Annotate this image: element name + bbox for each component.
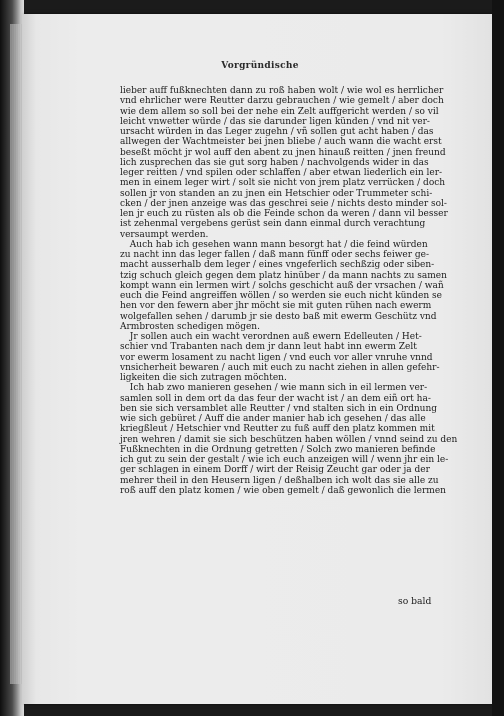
text-line: wie dem allem so soll bei der nehe ein Zelt auffgericht werden / so vil [120, 105, 439, 117]
text-line: ligkeiten die sich zutragen möchten. [120, 372, 287, 383]
text-line: Fußknechten in die Ordnung getretten / Solch zwo manieren befinde [120, 443, 436, 455]
text-line: mehrer theil in den Heusern ligen / deßhalben ich wolt das sie alle zu [120, 474, 439, 486]
text-line: vnsicherheit bewaren / auch mit euch zu nacht ziehen in allen gefehr- [120, 361, 440, 373]
text-line: cken / der jnen anzeige was das geschrei seie / nichts desto minder sol- [120, 197, 447, 209]
text-line: roß auff den platz komen / wie oben gemelt / daß gewonlich die lermen [120, 484, 446, 496]
text-line: versaumpt werden. [120, 228, 209, 240]
text-line: sollen jr von standen an zu jnen ein Hetschier oder Trummeter schi- [120, 187, 433, 199]
text-line: beseßt möcht jr wol auff den abent zu jnen hinauß reitten / jnen freund [120, 146, 446, 158]
text-line: samlen soll in dem ort da das feur der wacht ist / an dem eiñ ort ha- [120, 392, 431, 404]
text-line: vor ewerm losament zu nacht ligen / vnd euch vor aller vnruhe vnnd [120, 351, 433, 363]
text-line: ursacht würden in das Leger zugehn / vñ sollen gut acht haben / das [120, 126, 434, 137]
text-line: leicht vnwetter würde / das sie darunder ligen künden / vnd nit ver- [120, 115, 430, 127]
text-line: zu nacht inn das leger fallen / daß mann fünff oder sechs feiwer ge- [120, 249, 430, 260]
text-line: ger schlagen in einem Dorff / wirt der Reisig Zeucht gar oder ja der [120, 464, 430, 476]
text-line: lieber auff fußknechten dann zu roß haben wolt / wie wol es herrlicher [120, 85, 444, 96]
text-line: hen vor den fewern aber jhr möcht sie mit guten rühen nach ewerm [120, 300, 432, 312]
text-line: Armbrosten schedigen mögen. [120, 320, 260, 332]
scan-background [492, 0, 504, 716]
text-line: len jr euch zu rüsten als ob die Feinde schon da weren / dann vil besser [120, 208, 448, 219]
body-text [120, 85, 458, 496]
text-line: schier vnd Trabanten nach dem jr dann leut habt inn ewerm Zelt [120, 341, 417, 353]
text-line: vnd ehrlicher were Reutter darzu gebrauchen / wie gemelt / aber doch [120, 95, 444, 107]
text-line: Jr sollen auch ein wacht verordnen auß ewern Edelleuten / Het- [129, 331, 422, 342]
text-line: euch die Feind angreiffen wöllen / so werden sie euch nicht künden se [120, 290, 442, 301]
catchword: so bald [398, 596, 432, 607]
text-line: Auch hab ich gesehen wann mann besorgt hat / die feind würden [129, 238, 428, 250]
text-line: kompt wann ein lermen wirt / solchs geschicht auß der vrsachen / wañ [120, 279, 444, 291]
text-line: men in einem leger wirt / solt sie nicht von jrem platz verrücken / doch [120, 177, 446, 189]
text-line: ben sie sich versamblet alle Reutter / vnd stalten sich in ein Ordnung [120, 402, 438, 414]
text-line: ich gut zu sein der gestalt / wie ich euch anzeigen will / wenn jhr ein le- [120, 454, 449, 465]
text-line: macht ausserhalb dem leger / eines vngeferlich sechßzig oder siben- [120, 259, 435, 271]
text-line: ist zehenmal vergebens gerüst sein dann einmal durch verachtung [120, 218, 426, 230]
text-line: allwegen der Wachtmeister bei jnen bliebe / auch wann die wacht erst [120, 136, 442, 148]
running-head: Vorgründische [221, 61, 299, 71]
text-line: lich zusprechen das sie gut sorg haben / nachvolgends wider in das [120, 156, 429, 168]
text-line: jren wehren / damit sie sich beschützen haben wöllen / vnnd seind zu den [120, 433, 458, 445]
text-line: tzig schuch gleich gegen dem platz hinüber / da mann nachts zu samen [120, 269, 447, 281]
text-line: leger reitten / vnd spilen oder schlaffen / aber etwan liederlich ein ler- [120, 167, 443, 178]
text-line: kriegßleut / Hetschier vnd Reutter zu fuß auff den platz kommen mit [120, 423, 435, 435]
text-line: wolgefallen sehen / darumb jr sie desto baß mit ewerm Geschütz vnd [120, 310, 437, 322]
text-line: wie sich gebüret / Auff die ander manier hab ich gesehen / das alle [120, 413, 426, 424]
text-line: Ich hab zwo manieren gesehen / wie mann sich in eil lermen ver- [129, 382, 428, 394]
page-stack [10, 24, 22, 684]
